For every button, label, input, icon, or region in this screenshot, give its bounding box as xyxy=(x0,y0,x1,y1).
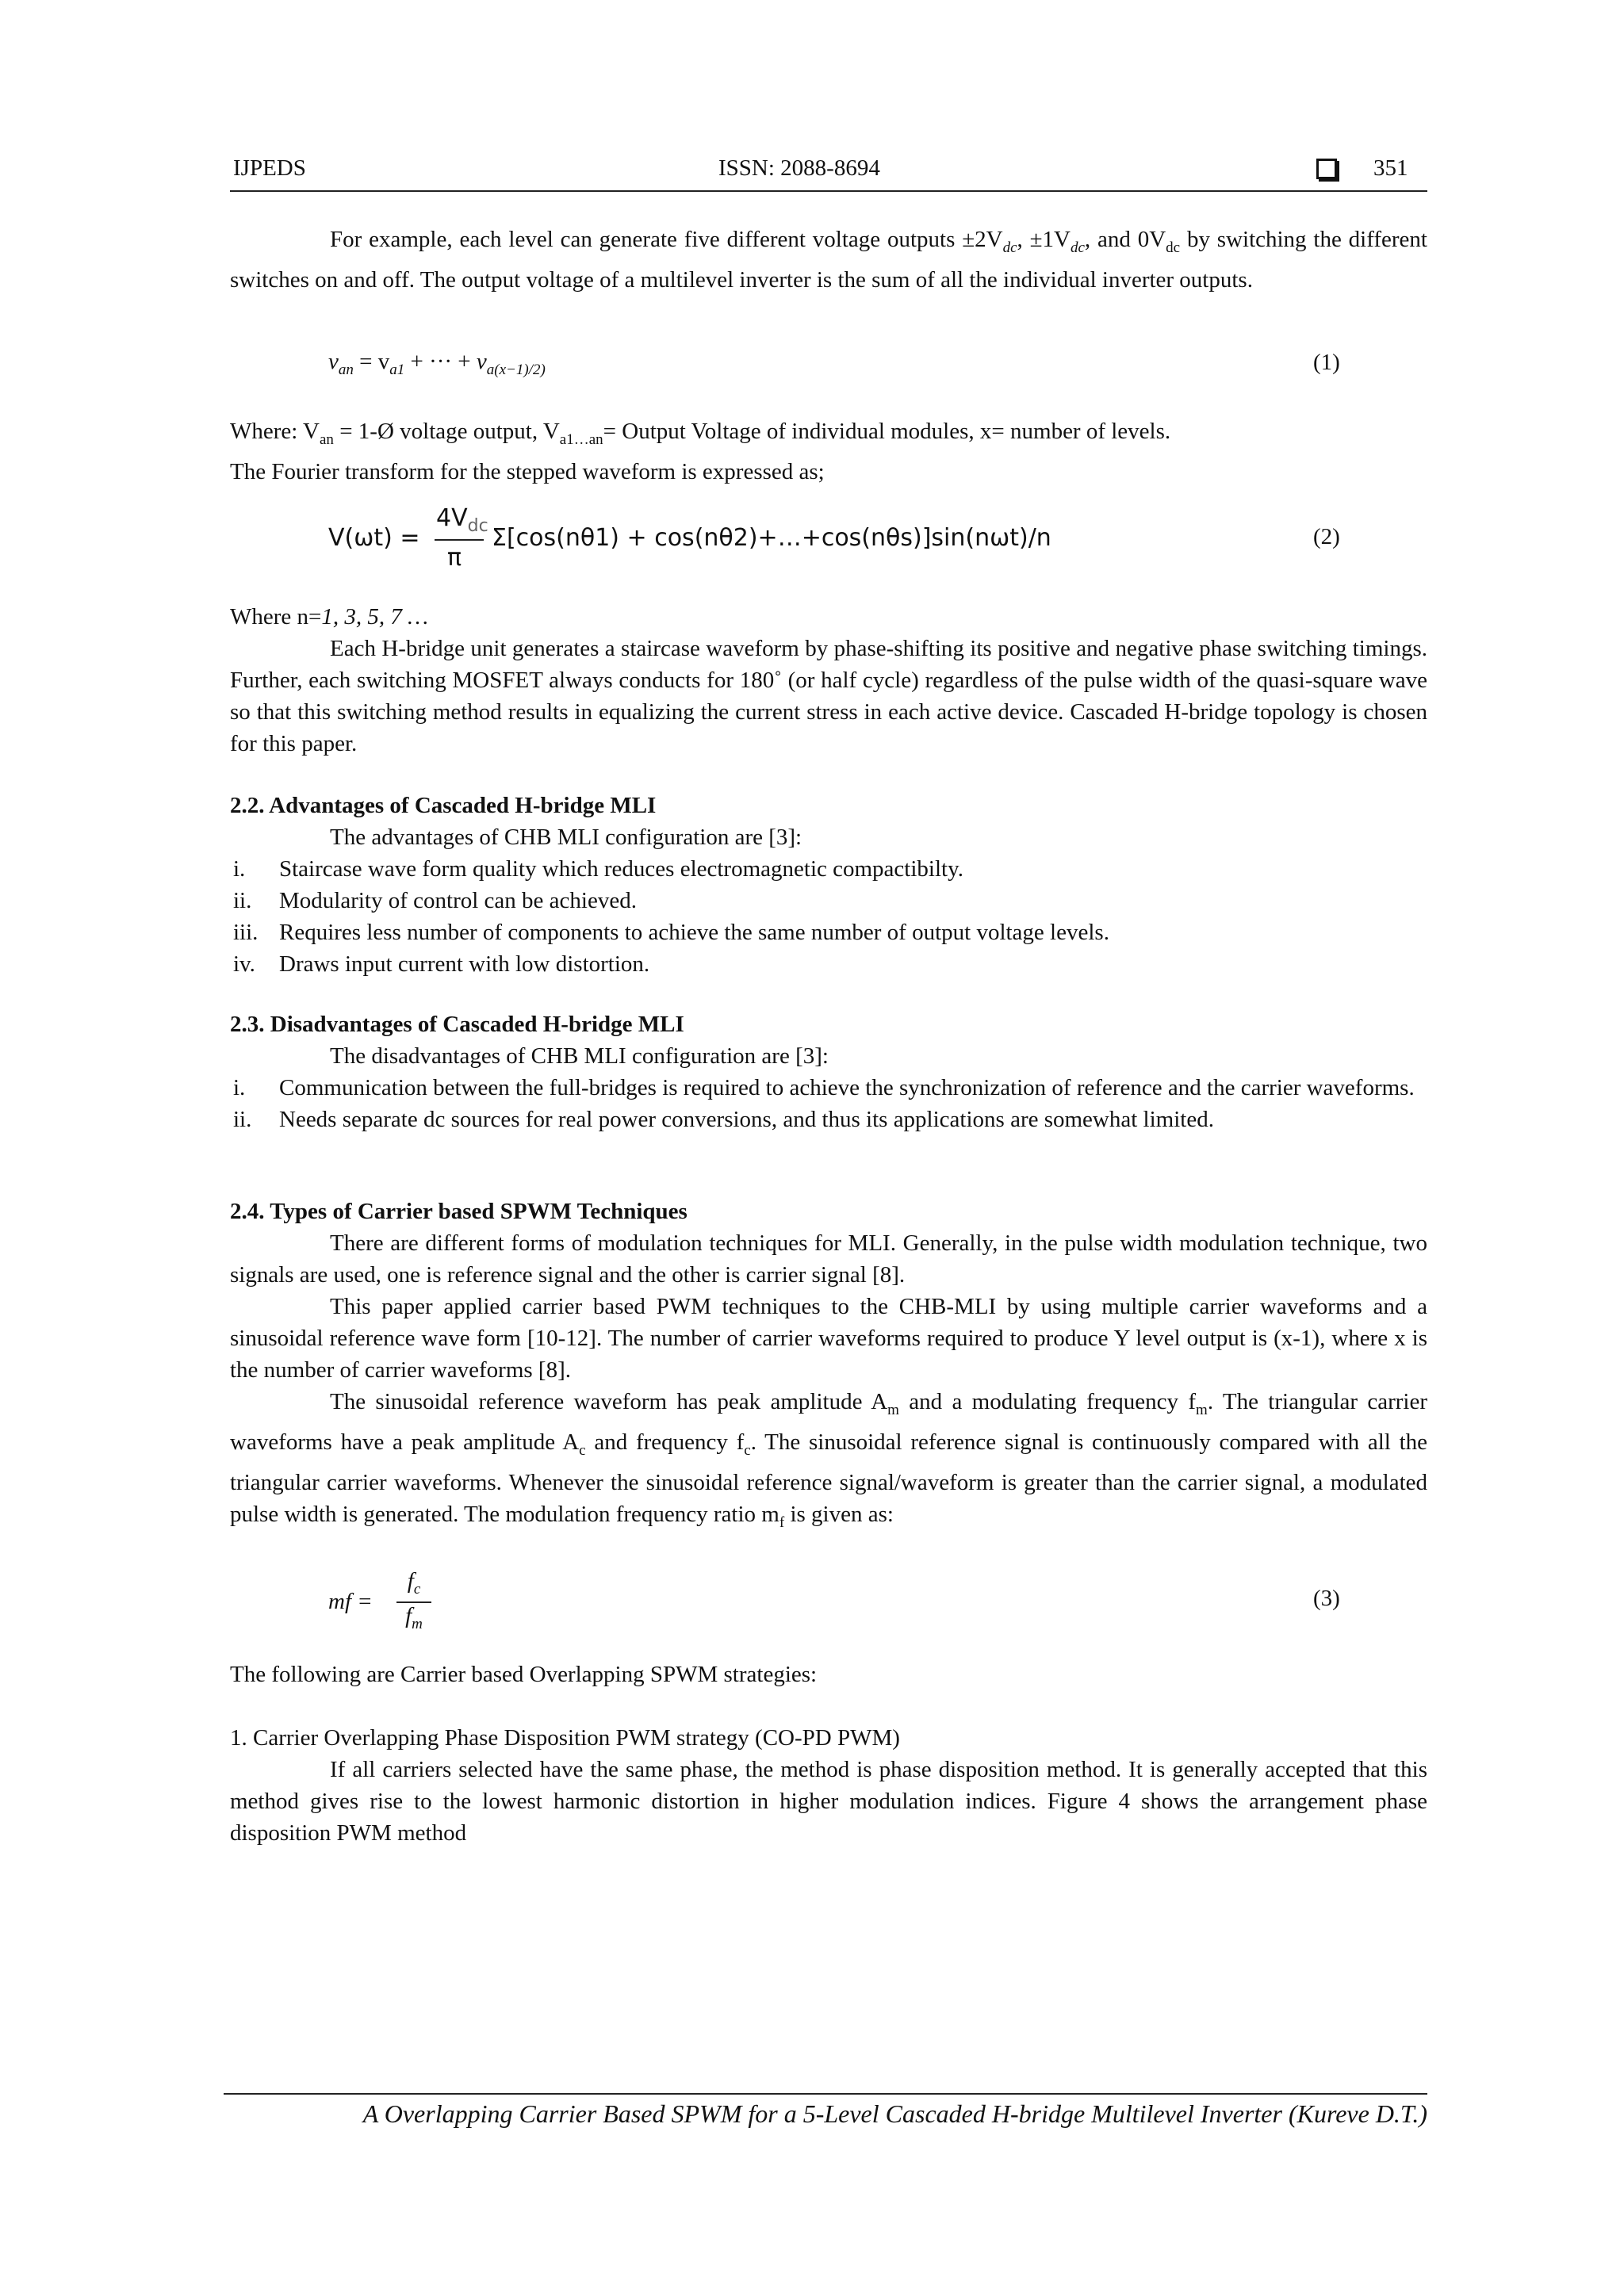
footer-running-title: A Overlapping Carrier Based SPWM for a 5-Level Cascaded H-bridge Multilevel Inverter (Kureve D.T.) xyxy=(362,2099,1427,2128)
equation-1-number: (1) xyxy=(1313,350,1340,375)
list-item: ii. Modularity of control can be achieved. xyxy=(233,888,637,913)
strategies-intro: The following are Carrier based Overlapping SPWM strategies: xyxy=(230,1662,818,1687)
list-item: iv. Draws input current with low distortion. xyxy=(233,951,650,977)
list-item: i. Staircase wave form quality which reduces electromagnetic compactibilty. xyxy=(233,856,963,882)
section-2-4-paragraph-2: This paper applied carrier based PWM techniques to the CHB-MLI by using multiple carrier waveforms and a sinusoidal reference wave form [10-12]. The number of carrier waveforms required to produce Y level output is (x-1), where x is the number of carrier waveforms [8]. xyxy=(230,1294,1427,1383)
where-variables: Where: $V_{an}$ = 1-Ø voltage output, $V_{a1\dots an}=$ Output Voltage of individual modules, x= number of levels. The Fourier transform for the stepped waveform is expressed as; xyxy=(230,419,1171,484)
section-2-3-intro: The disadvantages of CHB MLI configuration are [3]: xyxy=(330,1043,829,1069)
footer-divider xyxy=(224,2093,1427,2095)
advantages-list xyxy=(230,853,1427,980)
checkbox-square-icon xyxy=(1316,159,1337,179)
section-2-2-intro: The advantages of CHB MLI configuration are [3]: xyxy=(330,825,802,850)
section-2-4-paragraph-3: The sinusoidal reference waveform has peak amplitude $A_m$ and a modulating frequency $f_m$. The triangular carrier waveforms have a peak amplitude $A_c$ and frequency $f_c$. The sinusoidal reference signal is continuously compared with all the triangular carrier waveforms. Whenever the sinusoidal reference signal/waveform is greater than the carrier signal, a modulated pulse width is generated. The modulation frequency ratio $m_f$ is given as: xyxy=(230,1389,1428,1531)
copd-title: 1. Carrier Overlapping Phase Disposition PWM strategy (CO-PD PWM) xyxy=(230,1725,900,1751)
list-item: iii. Requires less number of components to achieve the same number of output voltage levels. xyxy=(233,920,1109,945)
journal-name: IJPEDS xyxy=(233,155,306,181)
section-2-3-title: 2.3. Disadvantages of Cascaded H-bridge MLI xyxy=(230,1012,684,1037)
list-item: ii. Needs separate dc sources for real power conversions, and thus its applications are somewhat limited. xyxy=(233,1107,1214,1132)
equation-3-number: (3) xyxy=(1313,1586,1340,1611)
equation-3: mf = $f_c$ $f_m$ xyxy=(328,1568,487,1640)
issn: ISSN: 2088-8694 xyxy=(718,155,880,181)
disadvantages-list xyxy=(230,1072,1427,1135)
hbridge-paragraph: Each H-bridge unit generates a staircase waveform by phase-shifting its positive and negative phase switching timings. Further, each switching MOSFET always conducts for 180˚ (or half cycle) regardless of the pulse width of the quasi-square wave so that this switching method results in equalizing the current stress in each active device. Cascaded H-bridge topology is chosen for this paper. xyxy=(230,636,1427,756)
page: IJPEDS ISSN: 2088-8694 351 For example, each level can generate five different voltage outputs $\pm 2V_{dc}$, $\pm 1V_{dc}$, and $0V_{dc}$ by switching the different switches on and off. The output voltage of a multilevel inverter is the sum of all the individual inverter outputs. $v_{an} = v_{a1}$ + ··· + $v_{a(x-1)/2)}$ (1) Where: $V_{an}$ = 1-Ø voltage output, $V_{a1\dots an}=$ Output Voltage of individual modules, x= number of levels. The Fourier transform for the stepped waveform is expressed as; V(ωt) = $4V_{dc}$ π Σ[cos(nθ1) + cos(nθ2)+…+cos(nθs)]sin(nωt)/n (2) Where n=1, 3, 5, 7 … Each H-bridge unit generates a staircase waveform by phase-shifting its positive and negative phase switching timings. Further, each switching MOSFET always conducts for 180˚ (or half cycle) regardless of the pulse width of the quasi-square wave so that this switching method results in equalizing the current stress in each active device. Cascaded H-bridge topology is chosen for this paper. 2.2. Advantages of Cascaded H-bridge MLI The advantages of CHB MLI configuration are [3]: i. Staircase wave form quality which reduces electromagnetic compactibilty. ii. Modularity of control can be achieved. iii. Requires less number of components to achieve the same number of output voltage levels. iv. Draws input current with low distortion. 2.3. Disadvantages of Cascaded H-bridge MLI The disadvantages of CHB MLI configuration are [3]: i. Communication between the full-bridges is required to achieve the synchronization of reference and the carrier waveforms. ii. Needs separate dc sources for real power conversions, and thus its applications are somewhat limited. 2.4. Types of Carrier based SPWM Techniques There are different forms of modulation techniques for MLI. Generally, in the pulse width modulation technique, two signals are used, one is reference signal and the other is carrier signal [8]. This paper applied carrier based PWM techniques to the CHB-MLI by using multiple carrier waveforms and a sinusoidal reference wave form [10-12]. The number of carrier waveforms required to produce Y level output is (x-1), where x is the number of carrier waveforms [8]. The sinusoidal reference waveform has peak amplitude $A_m$ and a modulating frequency $f_m$. The triangular carrier waveforms have a peak amplitude $A_c$ and frequency $f_c$. The sinusoidal reference signal is continuously compared with all the triangular carrier waveforms. Whenever the sinusoidal reference signal/waveform is greater than the carrier signal, a modulated pulse width is generated. The modulation frequency ratio $m_f$ is given as: mf = $f_c$ $f_m$ (3) The following are Carrier based Overlapping SPWM strategies: 1. Carrier Overlapping Phase Disposition PWM strategy (CO-PD PWM) If all carriers selected have the same phase, the method is phase disposition method. It is generally accepted that this method gives rise to the lowest harmonic distortion in higher modulation indices. Figure 4 shows the arrangement phase disposition PWM method A Overlapping Carrier Based SPWM for a 5-Level Cascaded H-bridge Multilevel Inverter (Kureve D.T.) xyxy=(0,0,1624,2296)
where-n-values: Where n=1, 3, 5, 7 … xyxy=(230,604,428,629)
section-2-2-title: 2.2. Advantages of Cascaded H-bridge MLI xyxy=(230,793,657,818)
section-2-4-title: 2.4. Types of Carrier based SPWM Techniques xyxy=(230,1199,688,1224)
page-number: 351 xyxy=(1373,155,1408,181)
list-item: i. Communication between the full-bridges is required to achieve the synchronization of reference and the carrier waveforms. xyxy=(233,1075,1415,1100)
copd-paragraph: If all carriers selected have the same phase, the method is phase disposition method. It is generally accepted that this method gives rise to the lowest harmonic distortion in higher modulation indices. Figure 4 shows the arrangement phase disposition PWM method xyxy=(230,1757,1427,1846)
page-header xyxy=(230,155,1427,192)
equation-1: $v_{an} = v_{a1}$ + ··· + $v_{a(x-1)/2)}$ xyxy=(328,349,546,378)
equation-2-number: (2) xyxy=(1313,524,1340,549)
intro-paragraph: For example, each level can generate five different voltage outputs $\pm 2V_{dc}$, $\pm 1V_{dc}$, and $0V_{dc}$ by switching the different switches on and off. The output voltage of a multilevel inverter is the sum of all the individual inverter outputs. xyxy=(230,227,1427,293)
section-2-4-paragraph-1: There are different forms of modulation techniques for MLI. Generally, in the pulse width modulation technique, two signals are used, one is reference signal and the other is carrier signal [8]. xyxy=(230,1230,1427,1288)
